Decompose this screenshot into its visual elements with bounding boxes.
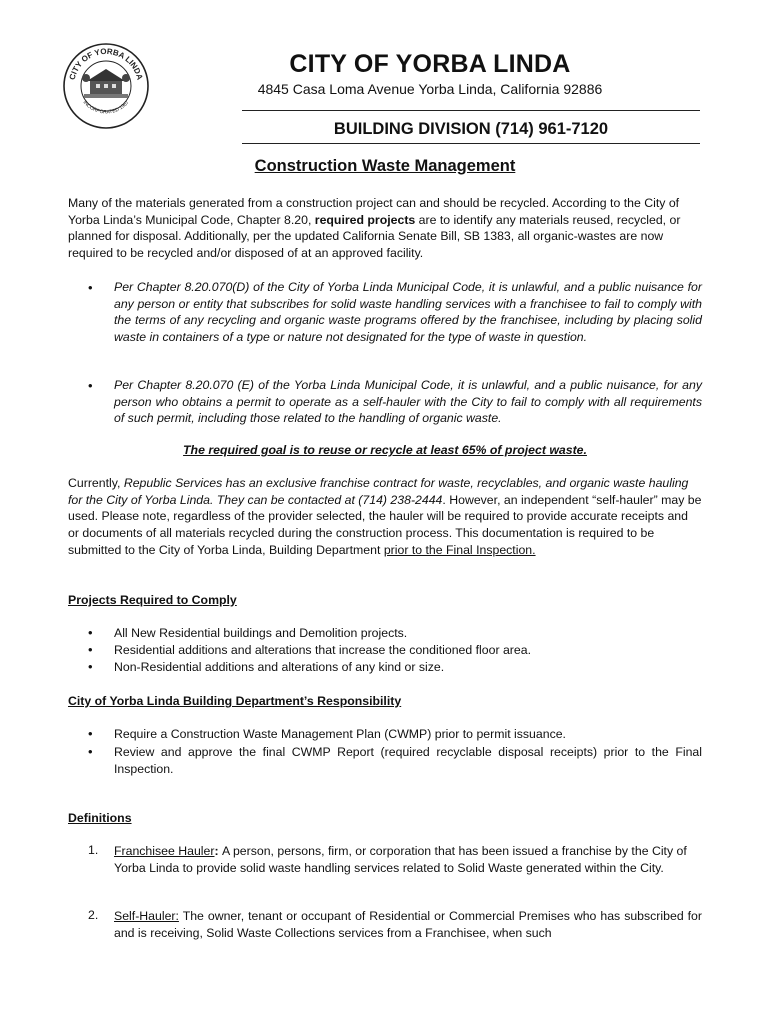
currently-paragraph: Currently, Republic Services has an exclusive franchise contract for waste, recyclables, and organic waste hauling for the City of Yorba Linda. They can be contacted at (714) 238-2444. However, an independent “self-hauler” may be used. Please note, regardless of the provider selected, the hauler will be required to provide accurate receipts and or documents of all materials recycled during the construction process. This documentation is required to be submitted to the City of Yorba Linda, Building Department prior to the Final Inspection. [68,476,702,557]
responsibility-heading: City of Yorba Linda Building Department’s Responsibility [68,694,402,708]
bullet-icon: • [88,642,93,657]
intro-paragraph: Many of the materials generated from a construction project can and should be recycled. According to the City of Yorba Linda’s Municipal Code, Chapter 8.20, required projects are to identify any materials reused, recycled, or planned for disposal. Additionally, per the updated California Senate Bill, SB 1383, all organic-wastes are now required to be recycled and/or disposed of at an approved facility. [68,196,681,261]
responsibility-item-1: Require a Construction Waste Management Plan (CWMP) prior to permit issuance. [114,727,566,741]
document-title: Construction Waste Management [254,157,516,175]
responsibility-item-2: Review and approve the final CWMP Report (required recyclable disposal receipts) prior to the Final Inspection. [114,745,702,776]
project-item-2: Residential additions and alterations that increase the conditioned floor area. [114,643,531,657]
divider-bottom [242,143,700,144]
seal-top-text: CITY OF YORBA LINDA [67,46,145,81]
definitions-heading: Definitions [68,811,132,825]
final-inspection-note: prior to the Final Inspection. [383,542,536,557]
code-bullet-2: Per Chapter 8.20.070 (E) of the Yorba Linda Municipal Code, it is unlawful, and a public nuisance, for any person who obtains a permit to operate as a self-hauler with the City to fail to comply with all requirements of such permit, including those related to the handling of organic waste. [114,378,702,426]
city-title: CITY OF YORBA LINDA [289,50,571,78]
project-item-3: Non-Residential additions and alterations of any kind or size. [114,660,445,674]
city-seal [62,42,150,130]
definition-number-1: 1. [88,843,99,857]
term-franchisee-hauler: Franchisee Hauler [114,844,215,858]
building-division-heading: BUILDING DIVISION (714) 961-7120 [333,120,609,138]
svg-text:INCORPORATED 1967 [82,99,131,115]
definition-number-2: 2. [88,908,99,922]
divider-top [242,110,700,111]
code-bullet-1: Per Chapter 8.20.070(D) of the City of Yorba Linda Municipal Code, it is unlawful, and a public nuisance for any person or entity that subscribes for solid waste handling services with a franchisee to fail to comply with the terms of any recycling and organic waste programs offered by the franchisee, including by placing solid waste in containers of a type or nature not designated for the type of waste in question. [114,280,702,345]
bullet-icon: • [88,659,93,674]
definition-1: Franchisee Hauler: A person, persons, firm, or corporation that has been issued a franchise by the City of Yorba Linda to provide solid waste handling services related to Solid Waste generated within the City. [114,844,687,875]
term-self-hauler: Self-Hauler: [114,909,179,923]
bullet-icon: • [88,378,93,393]
city-address: 4845 Casa Loma Avenue Yorba Linda, California 92886 [257,81,603,97]
bullet-icon: • [88,744,93,759]
republic-services-text: Republic Services has an exclusive franchise contract for waste, recyclables, and organic waste hauling for the City of Yorba Linda. They can be contacted at (714) 238-2444 [68,476,689,507]
bullet-icon: • [88,726,93,741]
project-item-1: All New Residential buildings and Demolition projects. [114,626,408,640]
required-projects-text: required projects [314,212,416,227]
projects-heading: Projects Required to Comply [68,593,237,607]
bullet-icon: • [88,625,93,640]
definition-2: Self-Hauler: The owner, tenant or occupant of Residential or Commercial Premises who has subscribed for and is receiving, Solid Waste Collections services from a Franchisee, when such [114,909,702,940]
bullet-icon: • [88,280,93,295]
goal-statement: The required goal is to reuse or recycle at least 65% of project waste. [183,443,587,457]
seal-bottom-text: INCORPORATED 1967 [81,99,131,116]
